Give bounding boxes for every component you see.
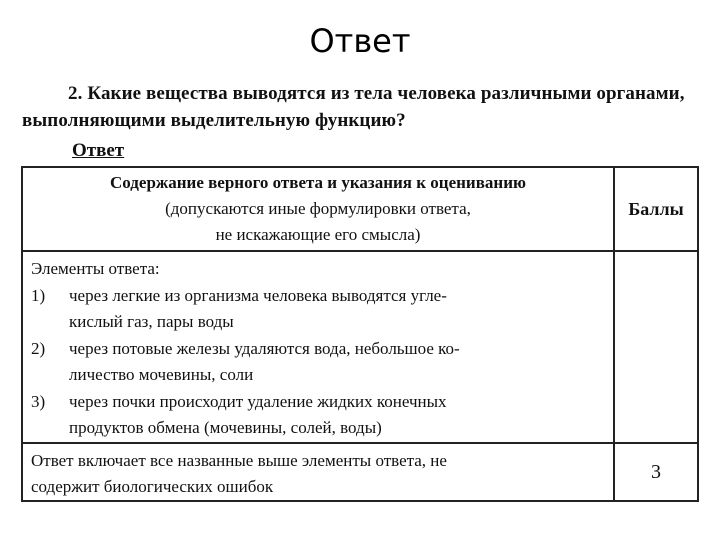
criterion-row <box>22 443 698 501</box>
score-header-cell: Баллы <box>614 167 698 251</box>
element-text-continuation: продуктов обмена (мочевины, солей, воды) <box>69 418 382 437</box>
content-header-note-1: (допускаются иные формулировки ответа, <box>165 199 471 218</box>
element-text-line: через потовые железы удаляются вода, небольшое ко- <box>69 338 460 358</box>
table-header-row <box>22 167 698 251</box>
answer-element <box>31 336 605 363</box>
element-number: 3) <box>31 391 46 411</box>
slide-title: Ответ <box>309 22 411 60</box>
criterion-cell <box>22 443 614 501</box>
elements-row <box>22 251 698 443</box>
content-header-cell <box>22 167 614 251</box>
question-number: 2. <box>68 83 83 104</box>
answer-element <box>31 283 605 310</box>
element-text-continuation: личество мочевины, соли <box>69 365 254 384</box>
question <box>22 80 692 134</box>
criterion-score: 3 <box>614 443 698 501</box>
element-text-line: через легкие из организма человека выводятся угле- <box>69 285 447 305</box>
criterion-line-2: содержит биологических ошибок <box>31 477 274 496</box>
elements-score-cell <box>614 251 698 443</box>
element-number: 1) <box>31 285 46 305</box>
answer-label: Ответ <box>72 140 125 161</box>
criterion-line-1: Ответ включает все названные выше элементы ответа, не <box>31 451 447 470</box>
grading-table <box>21 166 699 502</box>
content-header-note-2: не искажающие его смысла) <box>215 225 421 244</box>
question-text: Какие вещества выводятся из тела человека различными органами, выполняющими выделительную функцию? <box>22 83 685 131</box>
elements-cell <box>22 251 614 443</box>
content-header-title: Содержание верного ответа и указания к оцениванию <box>110 173 526 192</box>
element-text-line: через почки происходит удаление жидких конечных <box>69 391 447 411</box>
element-text-continuation: кислый газ, пары воды <box>69 312 234 331</box>
element-number: 2) <box>31 338 46 358</box>
answer-element <box>31 389 605 416</box>
elements-title: Элементы ответа: <box>31 259 160 278</box>
